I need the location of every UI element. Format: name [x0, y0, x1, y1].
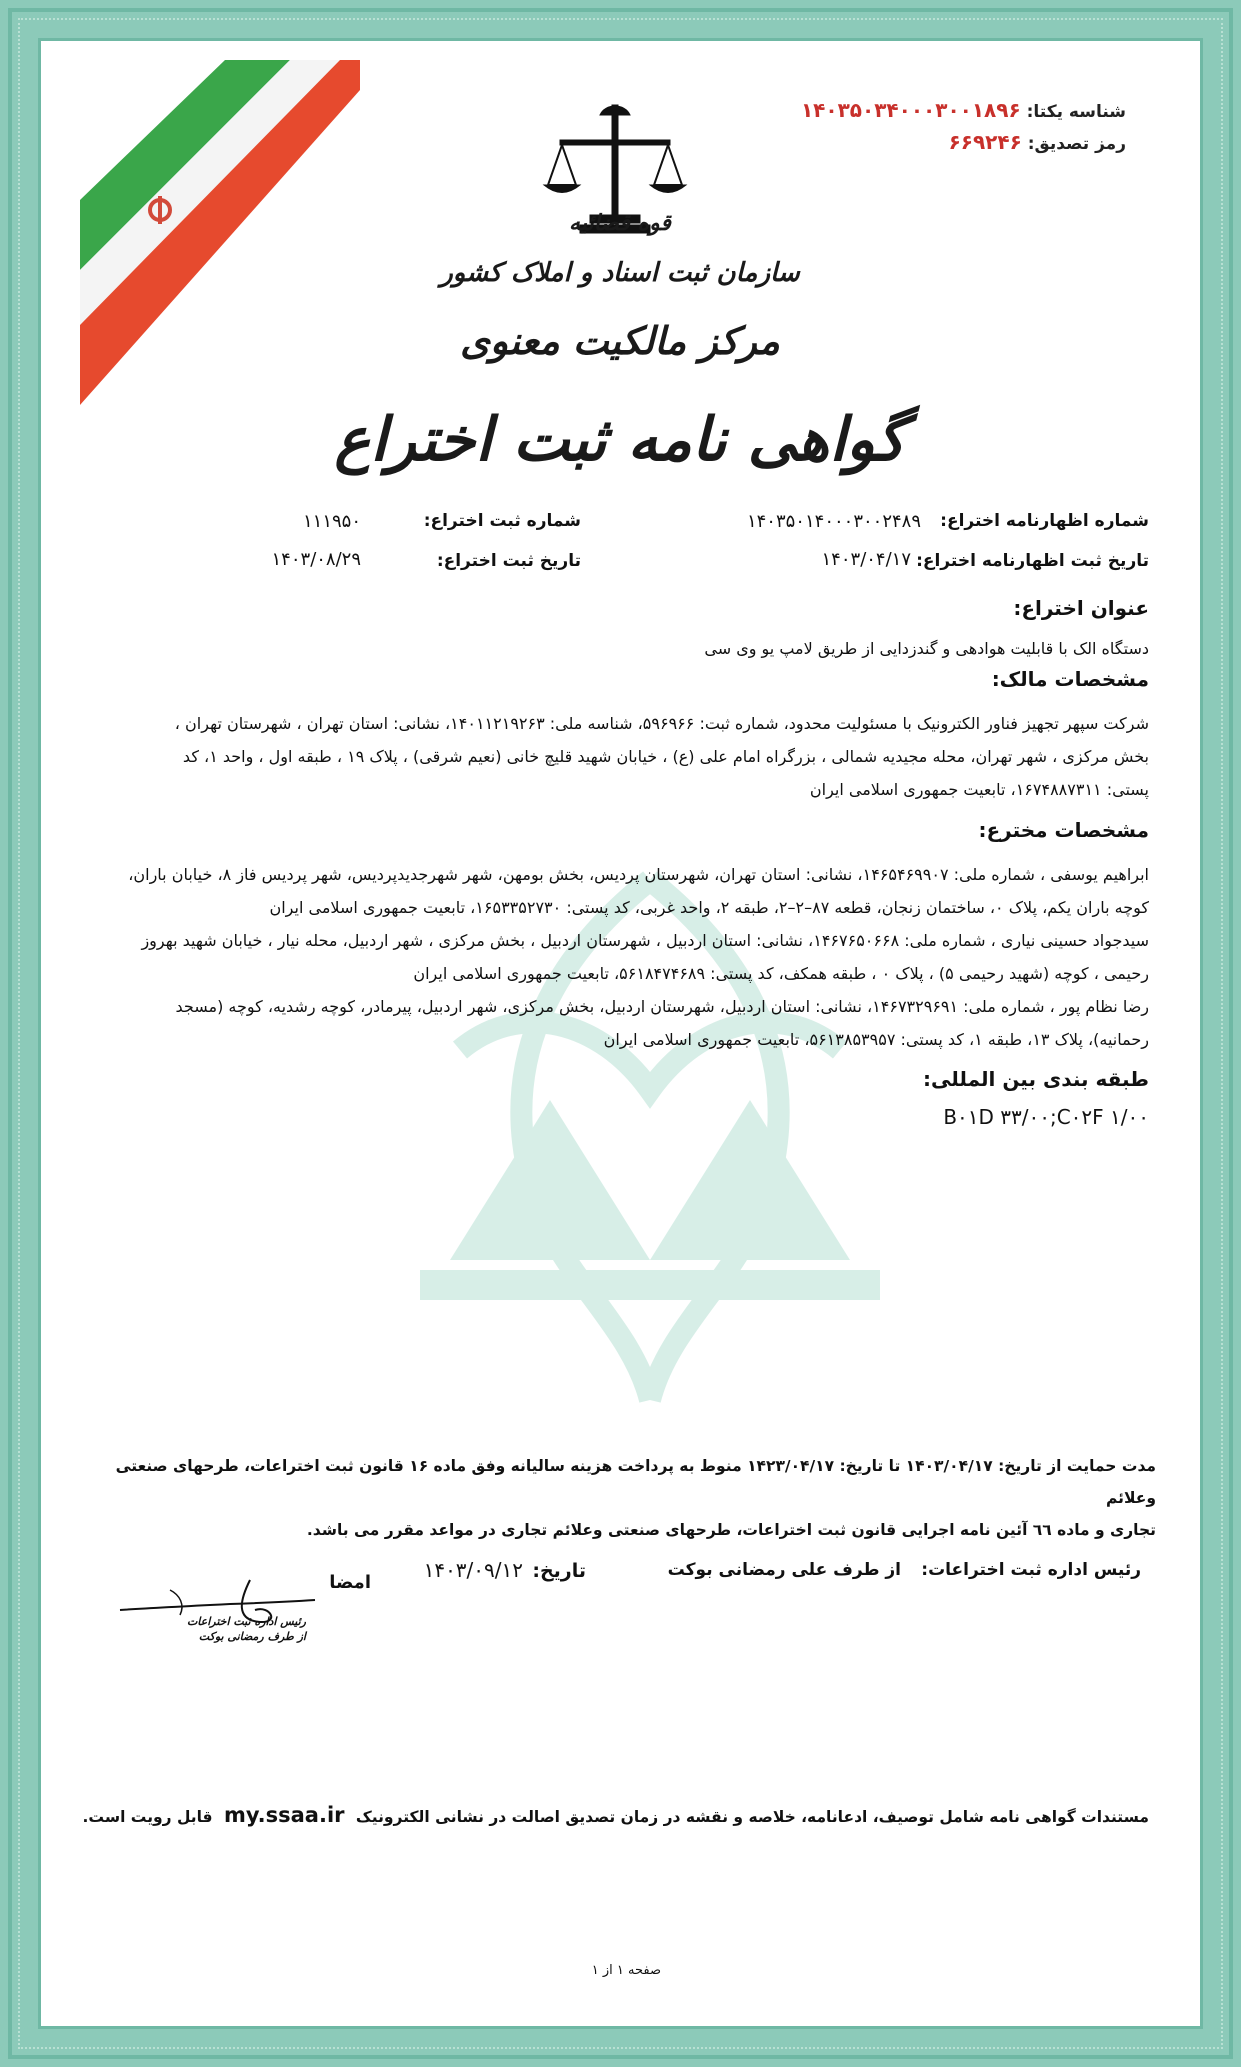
support-line: مدت حمایت از تاریخ: ۱۴۰۳/۰۴/۱۷ تا تاریخ: ۱۴۲۳/۰۴/۱۷ منوط به پرداخت هزینه سالیانه وفق ماده ۱۶ قانون ثبت اختراعات، طرحهای صنعتی وعلائم: [115, 1457, 1156, 1507]
inventors-details: [94, 858, 1149, 1056]
org-judiciary: قوه قضائیه: [569, 210, 671, 236]
inventor-line: رضا نظام پور ، شماره ملی: ۱۴۶۷۳۲۹۶۹۱، نشانی: استان اردبیل، شهرستان اردبیل، بخش مرکزی، شهر اردبیل، پیرمادر، کوچه رشدیه، کوچه (مسجد: [175, 997, 1149, 1016]
support-line: تجاری و ماده ٦٦ آئین نامه اجرایی قانون ثبت اختراعات، طرحهای صنعتی وعلائم تجاری در مواعد مقرر می باشد.: [306, 1521, 1156, 1539]
declaration-number-value: ۱۴۰۳۵۰۱۴۰۰۰۳۰۰۲۴۸۹: [746, 511, 921, 532]
verify-code-label: رمز تصدیق:: [1027, 134, 1126, 154]
unique-id-label: شناسه یکتا:: [1026, 102, 1126, 122]
declaration-number-label: شماره اظهارنامه اختراع:: [940, 511, 1149, 531]
unique-id-value: ۱۴۰۳۵۰۳۴۰۰۰۳۰۰۱۸۹۶: [800, 98, 1021, 122]
classification-heading: طبقه بندی بین المللی:: [923, 1067, 1149, 1091]
patent-number-value: ۱۱۱۹۵۰: [302, 511, 361, 532]
docs-link[interactable]: my.ssaa.ir: [224, 1803, 345, 1827]
declaration-date-label: تاریخ ثبت اظهارنامه اختراع:: [916, 551, 1149, 571]
sign-date-value: ۱۴۰۳/۰۹/۱۲: [423, 1558, 523, 1582]
owner-line: شرکت سپهر تجهیز فناور الکترونیک با مسئولیت محدود، شماره ثبت: ۵۹۶۹۶۶، شناسه ملی: ۱۴۰۱۱۲۱۹۲۶۳، نشانی: استان تهران ، شهرستان تهران ،: [174, 714, 1149, 733]
owner-line: بخش مرکزی ، شهر تهران، محله مجیدیه شمالی ، بزرگراه امام علی (ع) ، خیابان شهید قلیچ خانی (نعیم شرقی) ، پلاک ۱۹ ، طبقه اول ، واحد ۱، کد: [182, 747, 1149, 766]
invention-heading: عنوان اختراع:: [1013, 596, 1149, 620]
inventors-heading: مشخصات مخترع:: [978, 818, 1149, 842]
support-period: [76, 1450, 1156, 1546]
org-registry: سازمان ثبت اسناد و املاک کشور: [440, 258, 800, 288]
patent-number-label: شماره ثبت اختراع:: [423, 511, 581, 531]
inventor-line: رحمانیه)، پلاک ۱۳، طبقه ۱، کد پستی: ۵۶۱۳۸۵۳۹۵۷، تابعیت جمهوری اسلامی ایران: [603, 1030, 1149, 1049]
certificate-title: گواهی نامه ثبت اختراع: [334, 405, 906, 475]
sign-label: امضا: [329, 1572, 371, 1593]
verify-code-row: [949, 130, 1126, 154]
docs-notice: [83, 1803, 1149, 1827]
docs-text-before: مستندات گواهی نامه شامل توصیف، ادعانامه، خلاصه و نقشه در زمان تصدیق اصالت در نشانی الکترونیک: [355, 1808, 1149, 1826]
owner-heading: مشخصات مالک:: [991, 667, 1149, 691]
classification-value: B۰۱D ۳۳/۰۰;C۰۲F ۱/۰۰: [943, 1105, 1149, 1129]
declaration-date-value: ۱۴۰۳/۰۴/۱۷: [821, 549, 911, 570]
patent-date-value: ۱۴۰۳/۰۸/۲۹: [271, 549, 361, 570]
unique-id-row: [801, 98, 1126, 122]
invention-title: دستگاه الک با قابلیت هوادهی و گندزدایی از طریق لامپ یو وی سی: [704, 639, 1149, 658]
owner-line: پستی: ۱۶۷۴۸۸۷۳۱۱، تابعیت جمهوری اسلامی ایران: [809, 780, 1149, 799]
owner-details: [94, 707, 1149, 806]
docs-text-after: قابل رویت است.: [82, 1808, 213, 1826]
inventor-line: رحیمی ، کوچه (شهید رحیمی ۵) ، پلاک ۰ ، طبقه همکف، کد پستی: ۵۶۱۸۴۷۴۶۸۹، تابعیت جمهوری اسلامی ایران: [413, 964, 1149, 983]
inventor-line: کوچه باران یکم، پلاک ۰، ساختمان زنجان، قطعه ۸۷–۲–۲، طبقه ۲، واحد غربی، کد پستی: ۱۶۵۳۳۵۲۷۳۰، تابعیت جمهوری اسلامی ایران: [269, 898, 1149, 917]
stamp-text-2: از طرف رمضانی بوکت: [198, 1630, 306, 1643]
head-label: رئیس اداره ثبت اختراعات:: [921, 1560, 1141, 1580]
inventor-line: ابراهیم یوسفی ، شماره ملی: ۱۴۶۵۴۶۹۹۰۷، نشانی: استان تهران، شهرستان پردیس، بخش بومهن، شهر شهرجدیدپردیس، شهر پردیس فاز ۸، خیابان باران،: [128, 865, 1149, 884]
inventor-line: سیدجواد حسینی نیاری ، شماره ملی: ۱۴۶۷۶۵۰۶۶۸، نشانی: استان اردبیل ، شهرستان اردبیل ، بخش مرکزی ، شهر اردبیل، محله نیار ، خیابان شهید بهروز: [141, 931, 1149, 950]
stamp-text-1: رئیس اداره ثبت اختراعات: [186, 1615, 306, 1628]
page-number: صفحه ۱ از ۱: [591, 1963, 661, 1978]
head-value: از طرف علی رمضانی بوکت: [667, 1560, 901, 1580]
sign-date-label: تاریخ:: [532, 1560, 586, 1582]
verify-code-value: ۶۶۹۲۴۶: [948, 130, 1022, 154]
patent-date-label: تاریخ ثبت اختراع:: [436, 551, 581, 571]
org-ip-center: مرکز مالکیت معنوی: [460, 318, 780, 363]
